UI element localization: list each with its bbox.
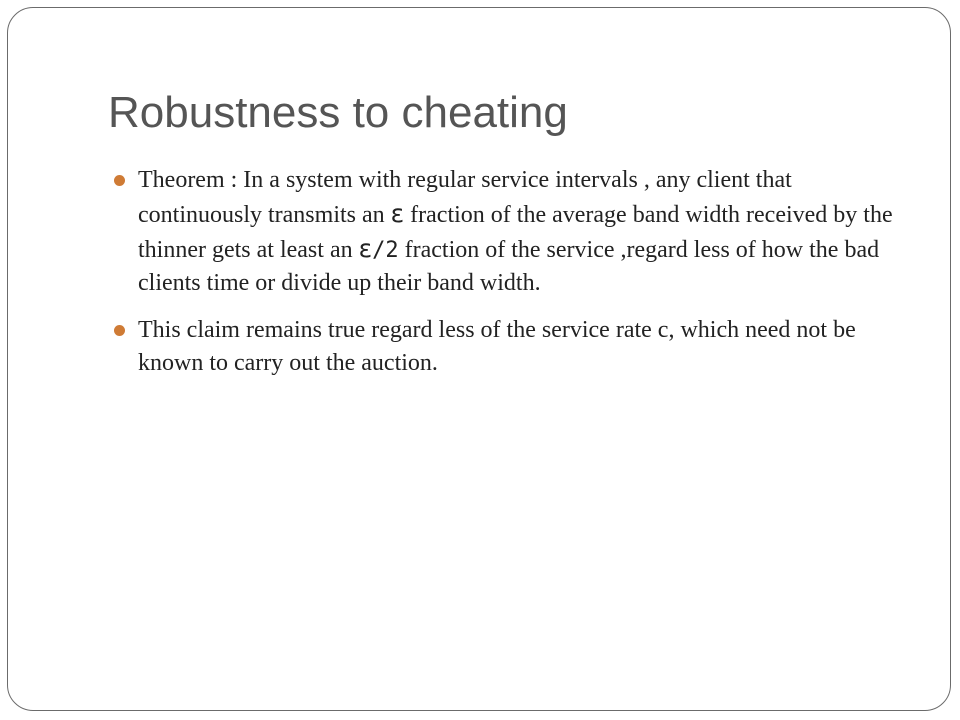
bullet-icon (114, 175, 125, 186)
bullet-list (108, 164, 898, 394)
bullet-icon (114, 325, 125, 336)
epsilon-symbol-2: ε (358, 234, 373, 263)
slide-frame (7, 7, 951, 711)
slide-title: Robustness to cheating (108, 88, 568, 137)
bullet-claim (108, 314, 898, 380)
theorem-text-part2: fraction of the average band width received by the thinner gets at least an (138, 202, 893, 263)
theorem-text-part1: Theorem : In a system with regular service intervals , any client that continuously transmits an (138, 167, 792, 228)
bullet-theorem (108, 164, 898, 300)
epsilon-symbol: ε (390, 199, 405, 228)
claim-text: This claim remains true regard less of the service rate c, which need not be known to carry out the auction. (138, 317, 856, 376)
theorem-text-part3: fraction of the service ,regard less of how the bad clients time or divide up their band width. (138, 237, 880, 296)
divisor: /2 (372, 238, 399, 263)
